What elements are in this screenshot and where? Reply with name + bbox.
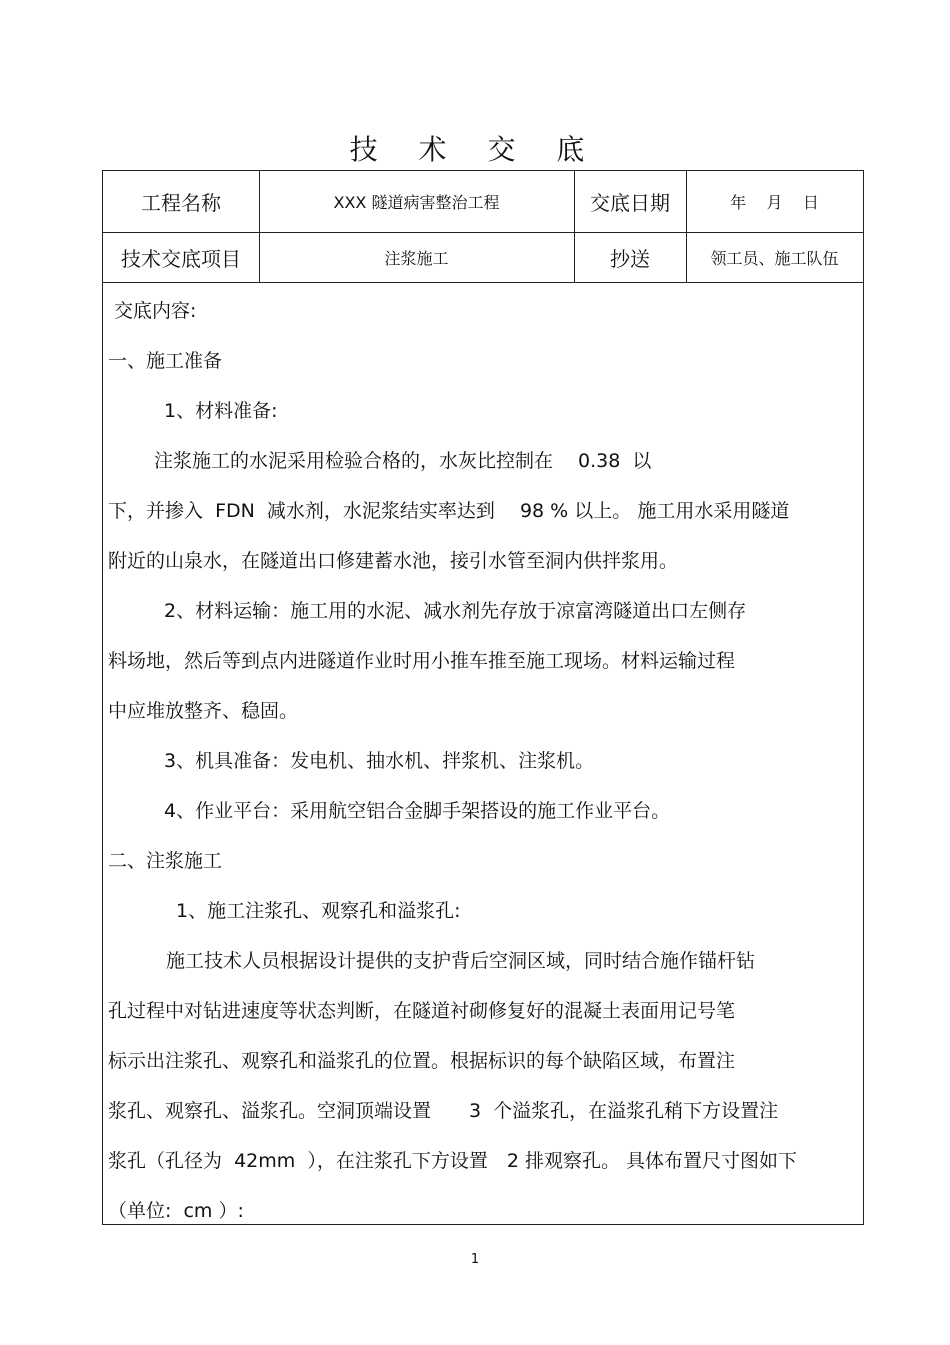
project-name-label: 工程名称 (141, 191, 221, 215)
body-line: 孔过程中对钻进速度等状态判断，在隧道衬砌修复好的混凝土表面用记号笔 (108, 1000, 736, 1022)
body-line: 标示出注浆孔、观察孔和溢浆孔的位置。根据标识的每个缺陷区域，布置注 (108, 1050, 736, 1072)
body-line: 注浆施工的水泥采用检验合格的，水灰比控制在 0.38 以 (154, 450, 652, 472)
body-line: 3、机具准备：发电机、抽水机、拌浆机、注浆机。 (164, 750, 595, 772)
subsection-heading: 1、施工注浆孔、观察孔和溢浆孔: (176, 900, 461, 922)
body-line: 2、材料运输：施工用的水泥、减水剂先存放于凉富湾隧道出口左侧存 (164, 600, 747, 622)
body-line: 料场地，然后等到点内进隧道作业时用小推车推至施工现场。材料运输过程 (108, 650, 736, 672)
date-label: 交底日期 (590, 191, 670, 215)
body-line: 附近的山泉水，在隧道出口修建蓄水池，接引水管至洞内供拌浆用。 (108, 550, 679, 572)
subsection-heading: 1、材料准备: (164, 400, 278, 422)
row-divider (103, 282, 863, 283)
cc-label: 抄送 (610, 246, 650, 271)
section-heading: 一、施工准备 (108, 350, 223, 372)
page-number: 1 (470, 1252, 480, 1267)
date-value: 年 月 日 (730, 193, 819, 212)
body-line: （单位: cm ）: (108, 1200, 244, 1222)
item-value: 注浆施工 (384, 248, 449, 268)
cc-value: 领工员、施工队伍 (710, 248, 839, 268)
content-heading: 交底内容: (114, 300, 197, 322)
item-label: 技术交底项目 (121, 246, 241, 271)
body-line: 下，并掺入 FDN 减水剂，水泥浆结实率达到 98 % 以上。 施工用水采用隧道 (108, 500, 790, 522)
document-title: 技 术 交 底 (349, 133, 601, 166)
body-line: 中应堆放整齐、稳固。 (108, 700, 299, 722)
project-name-value: XXX 隧道病害整治工程 (333, 193, 500, 212)
body-line: 施工技术人员根据设计提供的支护背后空洞区域，同时结合施作锚杆钻 (166, 950, 756, 972)
body-line: 4、作业平台：采用航空铝合金脚手架搭设的施工作业平台。 (164, 800, 671, 822)
body-line: 浆孔、观察孔、溢浆孔。空洞顶端设置 3 个溢浆孔，在溢浆孔稍下方设置注 (108, 1100, 779, 1122)
body-line: 浆孔（孔径为 42mm ），在注浆孔下方设置 2 排观察孔。 具体布置尺寸图如下 (108, 1150, 798, 1172)
section-heading: 二、注浆施工 (108, 850, 223, 872)
